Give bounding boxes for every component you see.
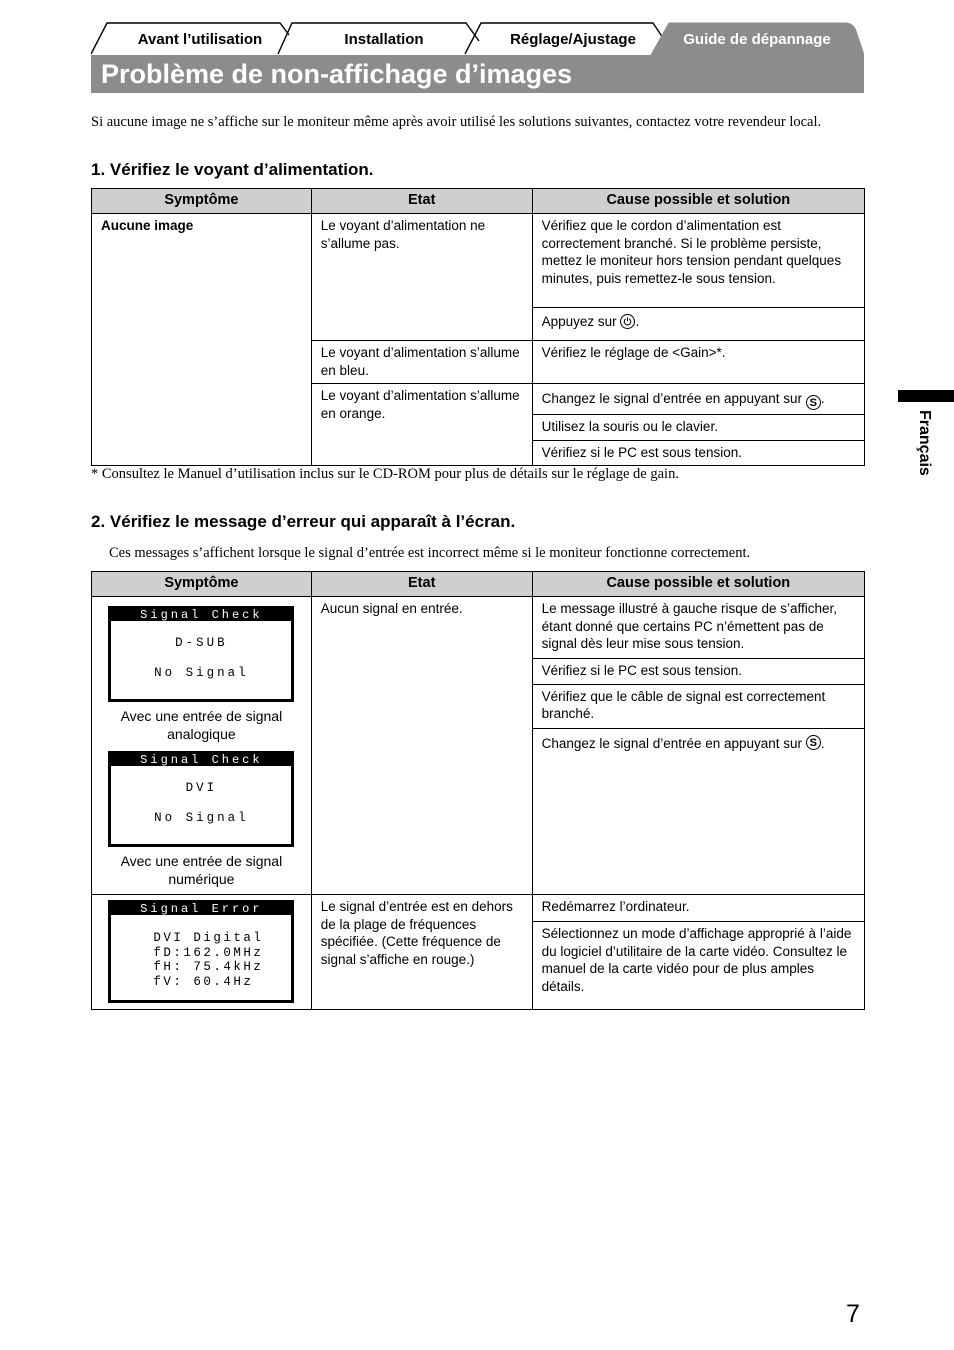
solution-cell: Vérifiez le réglage de <Gain>*. bbox=[532, 341, 864, 384]
tab-guide-depannage[interactable]: Guide de dépannage bbox=[683, 31, 831, 48]
solution-suffix: . bbox=[635, 314, 640, 329]
screen-signal-error bbox=[108, 900, 294, 1003]
solution-suffix: . bbox=[820, 736, 825, 751]
state-cell: Le voyant d’alimentation ne s’allume pas. bbox=[311, 214, 532, 341]
screen-line: No Signal bbox=[154, 810, 249, 825]
solution-cell: Vérifiez que le cordon d’alimentation est correctement branché. Si le problème persiste, mettez le moniteur hors tension pendant quelques minutes, puis remettez-le sous tension. bbox=[532, 214, 864, 308]
footnote: * Consultez le Manuel d’utilisation inclus sur le CD-ROM pour plus de détails sur le réglage de gain. bbox=[91, 466, 679, 482]
header-symptom: Symptôme bbox=[92, 572, 312, 597]
screen-title-bar: Signal Check bbox=[111, 754, 291, 766]
intro-paragraph: Si aucune image ne s’affiche sur le moniteur même après avoir utilisé les solutions suivantes, contactez votre revendeur local. bbox=[91, 114, 822, 130]
page-number: 7 bbox=[846, 1300, 860, 1328]
symptom-cell bbox=[92, 895, 312, 1010]
side-tab-marker bbox=[898, 390, 954, 402]
screen-line: fD:162.0MHz bbox=[153, 945, 264, 960]
section2-intro: Ces messages s’affichent lorsque le signal d’entrée est incorrect même si le moniteur fonctionne correctement. bbox=[109, 545, 751, 561]
screen-line: No Signal bbox=[154, 665, 249, 680]
screen-line: DVI bbox=[185, 781, 218, 795]
page-title: Problème de non-affichage d’images bbox=[101, 59, 573, 89]
screen-dvi-no-signal bbox=[108, 751, 294, 847]
symptom-cell bbox=[92, 597, 312, 895]
header-symptom: Symptôme bbox=[92, 189, 312, 214]
input-select-icon: S bbox=[806, 395, 821, 410]
screen-title-bar: Signal Error bbox=[111, 903, 291, 915]
solution-cell: Redémarrez l’ordinateur. bbox=[532, 895, 864, 922]
solution-suffix: . bbox=[820, 391, 825, 406]
power-indicator-table bbox=[91, 188, 865, 466]
section2-heading: 2. Vérifiez le message d’erreur qui apparaît à l’écran. bbox=[91, 512, 516, 531]
screen-title-bar: Signal Check bbox=[111, 609, 291, 621]
state-cell: Le signal d’entrée est en dehors de la plage de fréquences spécifiée. (Cette fréquence de signal s’affiche en rouge.) bbox=[311, 895, 532, 1010]
state-cell: Le voyant d’alimentation s’allume en orange. bbox=[311, 384, 532, 466]
solution-cell: Vérifiez si le PC est sous tension. bbox=[532, 440, 864, 466]
screen-readout bbox=[111, 915, 291, 1000]
solution-text: Changez le signal d’entrée en appuyant sur bbox=[541, 391, 803, 406]
table-header-row bbox=[92, 189, 865, 214]
solution-cell bbox=[532, 729, 864, 895]
screen-caption: Avec une entrée de signal numérique bbox=[120, 853, 283, 887]
solution-cell: Sélectionnez un mode d’affichage approprié à l’aide du logiciel d’utilitaire de la carte vidéo. Consultez le manuel de la carte vidéo pour de plus amples détails. bbox=[532, 922, 864, 1010]
table-row bbox=[92, 895, 865, 922]
solution-cell: Le message illustré à gauche risque de s’afficher, étant donné que certains PC n’émettent pas de signal dès leur mise sous tension. bbox=[532, 597, 864, 659]
power-icon bbox=[620, 314, 635, 329]
tab-strip bbox=[91, 21, 864, 55]
solution-text: Appuyez sur bbox=[541, 314, 617, 329]
table-header-row bbox=[92, 572, 865, 597]
header-solution: Cause possible et solution bbox=[532, 572, 864, 597]
tab-installation[interactable]: Installation bbox=[344, 31, 424, 48]
solution-cell bbox=[532, 308, 864, 341]
state-cell: Le voyant d’alimentation s’allume en bleu. bbox=[311, 341, 532, 384]
screen-line: fV: 60.4Hz bbox=[153, 974, 254, 989]
language-label: Français bbox=[916, 410, 933, 476]
table-row bbox=[92, 597, 865, 659]
screen-dsub-no-signal bbox=[108, 606, 294, 702]
title-bar bbox=[91, 55, 864, 93]
header-state: Etat bbox=[311, 189, 532, 214]
error-message-table bbox=[91, 571, 865, 1010]
header-solution: Cause possible et solution bbox=[532, 189, 864, 214]
tab-avant-utilisation[interactable]: Avant l’utilisation bbox=[137, 31, 263, 48]
screen-line: D-SUB bbox=[175, 636, 228, 650]
solution-cell: Vérifiez que le câble de signal est correctement branché. bbox=[532, 684, 864, 728]
state-cell: Aucun signal en entrée. bbox=[311, 597, 532, 895]
solution-cell bbox=[532, 384, 864, 415]
symptom-cell: Aucune image bbox=[92, 214, 312, 466]
screen-line: DVI Digital bbox=[153, 931, 264, 945]
screen-line: fH: 75.4kHz bbox=[153, 960, 264, 974]
input-select-icon: S bbox=[806, 735, 821, 750]
screen-caption: Avec une entrée de signal analogique bbox=[120, 708, 283, 742]
section1-heading: 1. Vérifiez le voyant d’alimentation. bbox=[91, 160, 374, 179]
solution-cell: Vérifiez si le PC est sous tension. bbox=[532, 658, 864, 684]
table-row bbox=[92, 214, 865, 308]
header-state: Etat bbox=[311, 572, 532, 597]
tab-reglage-ajustage[interactable]: Réglage/Ajustage bbox=[510, 31, 636, 48]
solution-text: Changez le signal d’entrée en appuyant sur bbox=[541, 736, 803, 751]
solution-cell: Utilisez la souris ou le clavier. bbox=[532, 415, 864, 441]
